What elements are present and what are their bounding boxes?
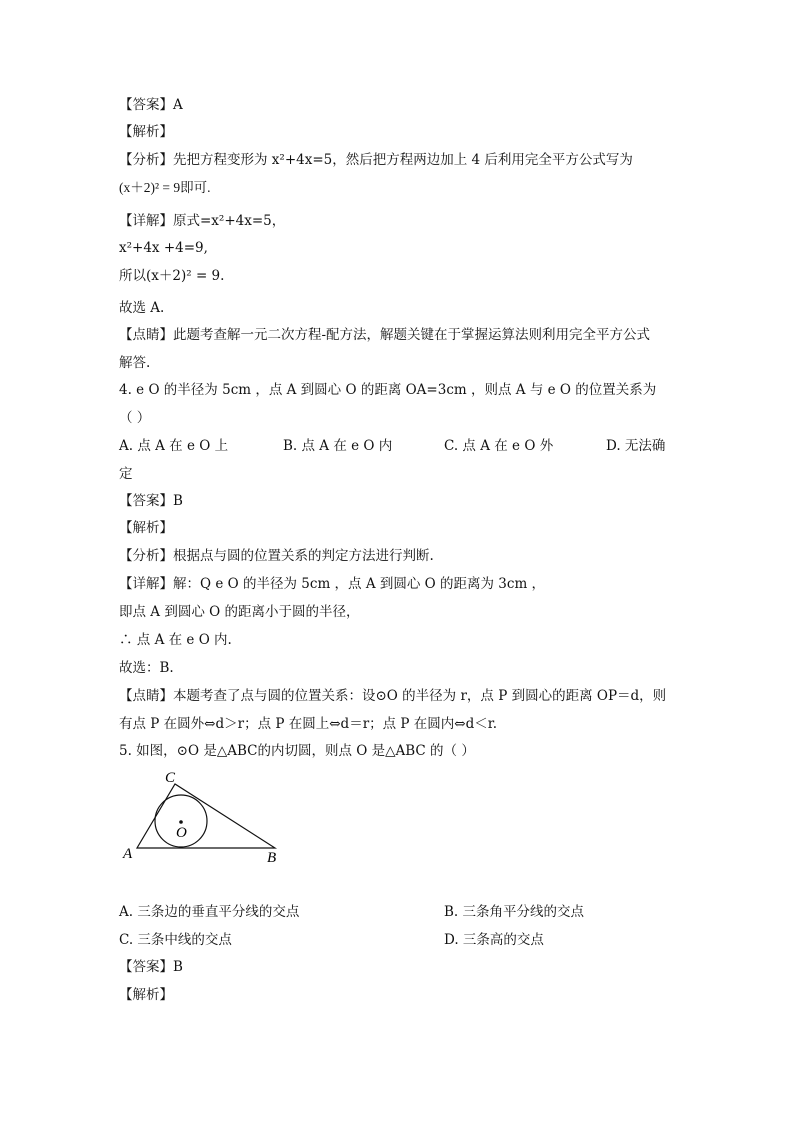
q4-option-d: D. 无法确 [606,438,666,454]
q3-answer: 【答案】A [119,97,183,113]
label-b: B [267,850,277,866]
q4-analysis-heading: 【解析】 [119,520,173,536]
q3-dianjing: 【点睛】此题考查解一元二次方程-配方法，解题关键在于掌握运算法则利用完全平方公式 [119,327,651,343]
q4-dianjing-cont: 有点 P 在圆外⇔d＞r；点 P 在圆上⇔d＝r；点 P 在圆内⇔d＜r. [119,716,498,732]
q4-choose: 故选：B. [119,660,174,676]
q3-step1: x²+4x +4=9, [119,240,208,256]
q3-fenxi-formula: (x＋2)² = 9即可. [119,180,211,195]
q4-option-a: A. 点 A 在 e O 上 [119,438,229,454]
incircle-triangle-figure [115,762,295,872]
q5-option-b: B. 三条角平分线的交点 [444,904,585,920]
q3-fenxi: 【分析】先把方程变形为 x²+4x=5，然后把方程两边加上 4 后利用完全平方公式写为 [119,152,633,168]
q5-option-d: D. 三条高的交点 [444,932,544,948]
q5-stem: 5. 如图，⊙O 是△ABC的内切圆，则点 O 是△ABC 的（ ） [119,743,475,759]
q4-paren: （ ） [119,410,151,426]
q4-option-d-cont: 定 [119,466,133,482]
q4-answer: 【答案】B [119,493,183,509]
center-point [179,820,183,824]
label-o: O [176,825,187,841]
q3-analysis-heading: 【解析】 [119,124,173,140]
q4-option-b: B. 点 A 在 e O 内 [283,438,393,454]
q4-dianjing: 【点睛】本题考查了点与圆的位置关系：设⊙O 的半径为 r，点 P 到圆心的距离 OP＝d，则 [119,688,667,704]
q5-option-c: C. 三条中线的交点 [119,932,232,948]
q3-xiangjie: 【详解】原式=x²+4x=5， [119,213,286,229]
q4-line3: ∴ 点 A 在 e O 内. [119,632,232,648]
q4-fenxi: 【分析】根据点与圆的位置关系的判定方法进行判断. [119,548,434,564]
q3-dianjing-cont: 解答. [119,355,151,371]
label-c: C [165,770,176,786]
q5-answer: 【答案】B [119,959,183,975]
q4-line2: 即点 A 到圆心 O 的距离小于圆的半径， [119,604,360,620]
label-a: A [123,846,133,862]
q5-analysis-heading: 【解析】 [119,987,173,1003]
q4-stem: 4. e O 的半径为 5cm ，点 A 到圆心 O 的距离 OA=3cm ，则点 A 与 e O 的位置关系为 [119,382,657,398]
q3-choose: 故选 A. [119,300,165,316]
q4-xiangjie: 【详解】解：Q e O 的半径为 5cm ，点 A 到圆心 O 的距离为 3cm ， [119,576,546,592]
q5-option-a: A. 三条边的垂直平分线的交点 [119,904,300,920]
q3-step2: 所以(x＋2)² = 9. [119,268,225,284]
q4-option-c: C. 点 A 在 e O 外 [444,438,554,454]
